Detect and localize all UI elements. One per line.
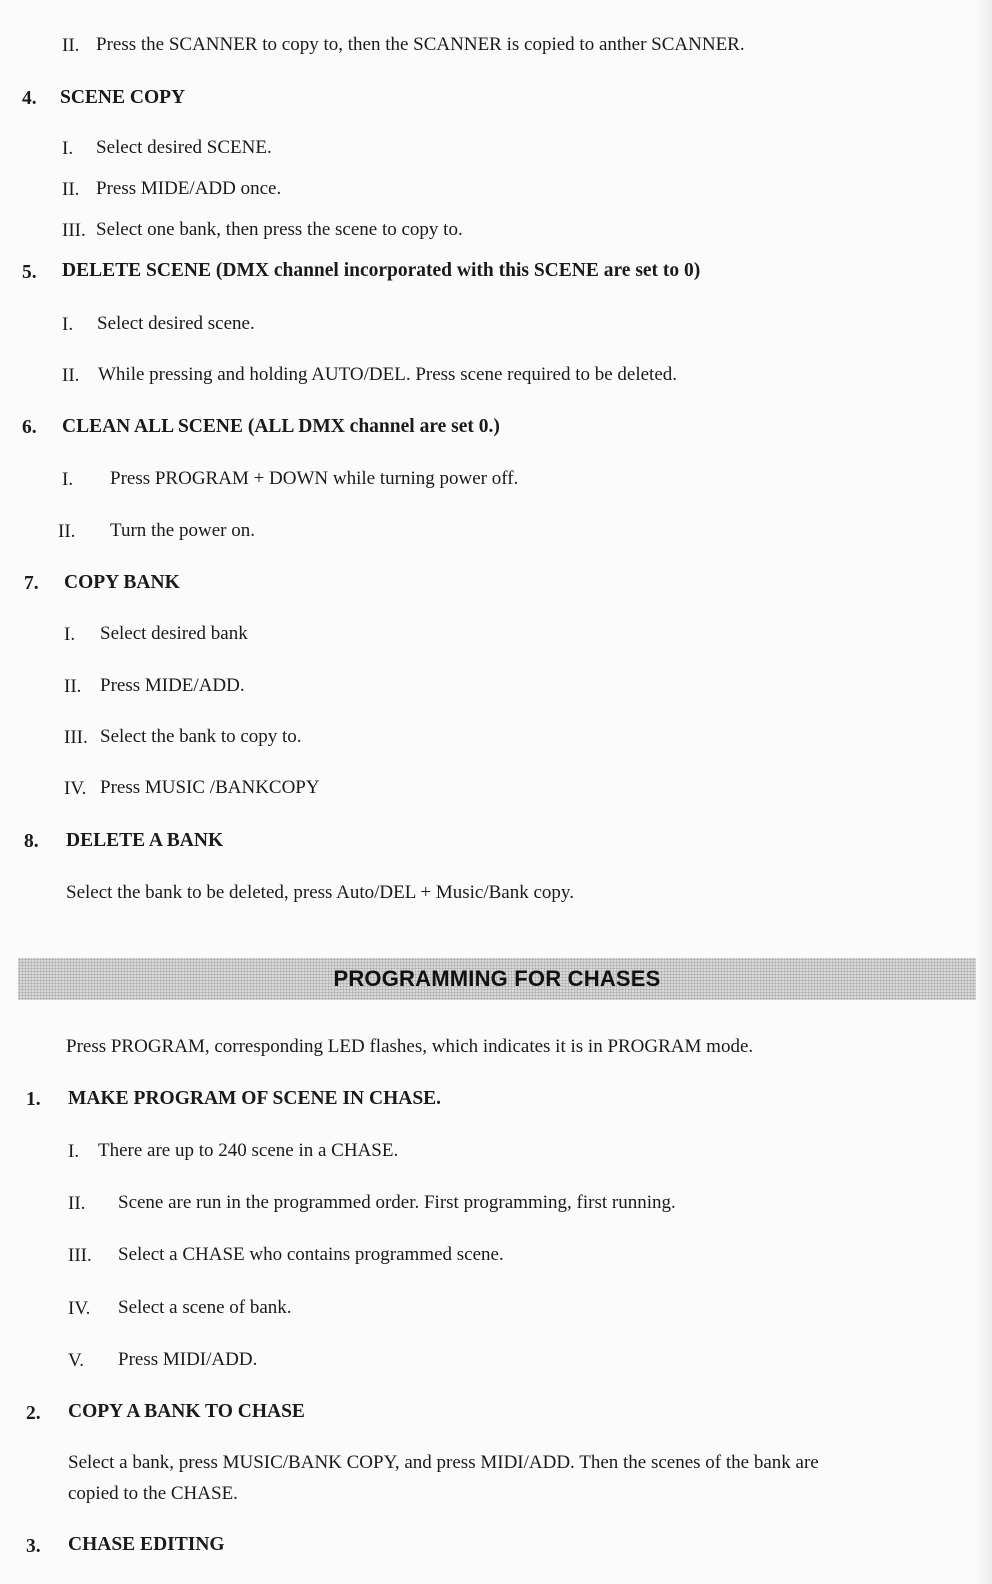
section-heading: CLEAN ALL SCENE (ALL DMX channel are set 0.) — [62, 416, 500, 437]
paragraph: Select the bank to be deleted, press Auto/DEL + Music/Bank copy. — [66, 882, 574, 903]
paragraph-line: Select a bank, press MUSIC/BANK COPY, and press MIDI/ADD. Then the scenes of the bank are — [68, 1452, 819, 1473]
section-heading: SCENE COPY — [60, 87, 186, 108]
item-numeral: I. — [62, 314, 74, 335]
item-numeral: II. — [68, 1193, 86, 1214]
section-heading: DELETE SCENE (DMX channel incorporated with this SCENE are set to 0) — [62, 260, 701, 281]
item-numeral: II. — [64, 676, 82, 697]
item-numeral: II. — [62, 35, 80, 56]
item-text: There are up to 240 scene in a CHASE. — [98, 1140, 399, 1161]
item-text: Select desired bank — [100, 623, 248, 644]
section-heading: COPY A BANK TO CHASE — [68, 1401, 305, 1422]
item-text: While pressing and holding AUTO/DEL. Press scene required to be deleted. — [98, 364, 678, 385]
section-heading: MAKE PROGRAM OF SCENE IN CHASE. — [68, 1088, 442, 1109]
section-heading: CHASE EDITING — [68, 1534, 225, 1555]
item-text: Select desired SCENE. — [96, 137, 272, 158]
section-number: 8. — [24, 831, 39, 852]
item-numeral: III. — [68, 1245, 92, 1266]
banner-title: PROGRAMMING FOR CHASES — [333, 966, 661, 991]
item-numeral: IV. — [68, 1298, 91, 1319]
item-text: Select a CHASE who contains programmed scene. — [118, 1244, 504, 1265]
section-number: 5. — [22, 262, 37, 283]
item-numeral: I. — [68, 1141, 80, 1162]
item-text: Press MIDE/ADD once. — [96, 178, 282, 199]
item-text: Press PROGRAM + DOWN while turning power off. — [110, 468, 519, 489]
item-numeral: II. — [62, 179, 80, 200]
section-number: 4. — [22, 88, 37, 109]
section-number: 1. — [26, 1089, 41, 1110]
item-text: Press the SCANNER to copy to, then the SCANNER is copied to anther SCANNER. — [96, 34, 745, 55]
item-numeral: II. — [58, 521, 76, 542]
item-text: Press MIDI/ADD. — [118, 1349, 258, 1370]
paragraph-line: copied to the CHASE. — [68, 1483, 238, 1504]
item-numeral: I. — [64, 624, 76, 645]
section-number: 2. — [26, 1403, 41, 1424]
item-text: Select one bank, then press the scene to copy to. — [96, 219, 463, 240]
section-number: 6. — [22, 417, 37, 438]
section-heading: DELETE A BANK — [66, 830, 224, 851]
item-numeral: III. — [64, 727, 88, 748]
item-text: Press MIDE/ADD. — [100, 675, 245, 696]
item-text: Select the bank to copy to. — [100, 726, 302, 747]
item-text: Select desired scene. — [97, 313, 255, 334]
section-number: 3. — [26, 1536, 41, 1557]
item-numeral: IV. — [64, 778, 87, 799]
item-numeral: V. — [68, 1350, 85, 1371]
intro-paragraph: Press PROGRAM, corresponding LED flashes, which indicates it is in PROGRAM mode. — [66, 1036, 754, 1057]
item-numeral: II. — [62, 365, 80, 386]
item-numeral: I. — [62, 138, 74, 159]
section-banner — [18, 958, 976, 1000]
section-number: 7. — [24, 573, 39, 594]
section-heading: COPY BANK — [64, 572, 180, 593]
item-numeral: III. — [62, 220, 86, 241]
item-text: Scene are run in the programmed order. First programming, first running. — [118, 1192, 676, 1213]
item-text: Press MUSIC /BANKCOPY — [100, 777, 320, 798]
item-text: Turn the power on. — [110, 520, 255, 541]
page-edge-shadow — [974, 0, 992, 1584]
item-text: Select a scene of bank. — [118, 1297, 292, 1318]
item-numeral: I. — [62, 469, 74, 490]
